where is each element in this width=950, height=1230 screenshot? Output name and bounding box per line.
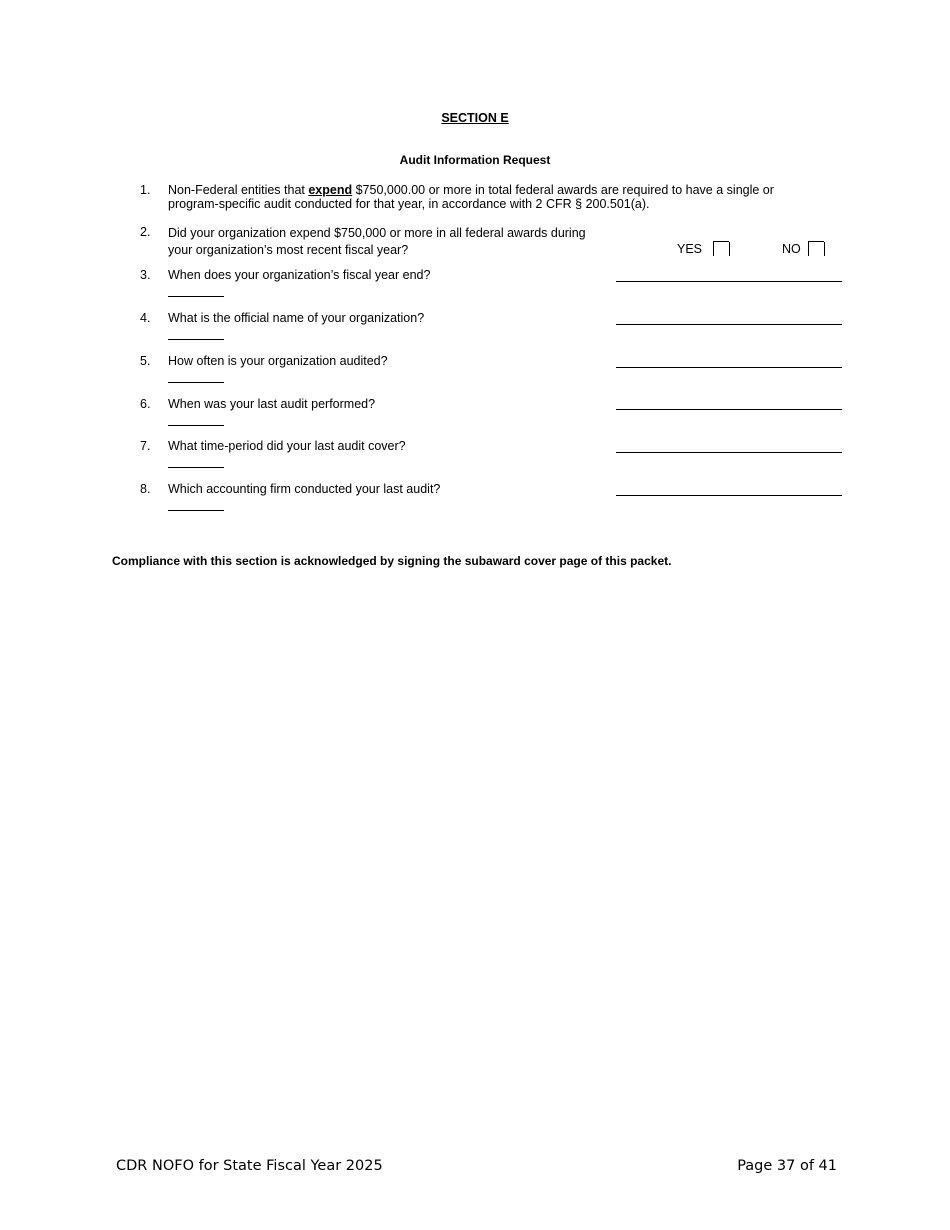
item-2-text: Did your organization expend $750,000 or more in all federal awards during your organization’s most recent fiscal year?: [168, 226, 586, 257]
item-number: 2.: [140, 225, 151, 239]
audit-frequency-field[interactable]: [616, 367, 842, 368]
item-3-text: When does your organization’s fiscal year end?: [168, 268, 431, 282]
item-4-short-line: [168, 339, 224, 340]
item-number: 1.: [140, 183, 151, 197]
item-number: 7.: [140, 439, 151, 453]
yes-checkbox[interactable]: [713, 241, 729, 256]
organization-name-field[interactable]: [616, 324, 842, 325]
footer-page-number: Page 37 of 41: [737, 1158, 837, 1174]
accounting-firm-field[interactable]: [616, 495, 842, 496]
item-1-text: Non-Federal entities that expend $750,000.00 or more in total federal awards are required to have a single or program-specific audit conducted for that year, in accordance with 2 CFR § 200.501(a).: [168, 183, 774, 211]
item-6-text: When was your last audit performed?: [168, 397, 376, 411]
section-title: SECTION E: [441, 111, 509, 125]
item-3-short-line: [168, 296, 224, 297]
item-7-short-line: [168, 467, 224, 468]
item-8-short-line: [168, 510, 224, 511]
item-number: 4.: [140, 311, 151, 325]
item-7-text: What time-period did your last audit cover?: [168, 439, 406, 453]
audit-period-field[interactable]: [616, 452, 842, 453]
footer-document-title: CDR NOFO for State Fiscal Year 2025: [116, 1158, 383, 1174]
expend-emphasis: expend: [308, 183, 353, 197]
item-number: 8.: [140, 482, 151, 496]
no-checkbox[interactable]: [808, 241, 824, 256]
fiscal-year-end-field[interactable]: [616, 281, 842, 282]
item-number: 6.: [140, 397, 151, 411]
no-label: NO: [782, 242, 801, 256]
item-8-text: Which accounting firm conducted your last audit?: [168, 482, 441, 496]
form-subtitle: Audit Information Request: [399, 153, 551, 167]
last-audit-date-field[interactable]: [616, 409, 842, 410]
item-5-text: How often is your organization audited?: [168, 354, 388, 368]
yes-label: YES: [677, 242, 703, 256]
item-5-short-line: [168, 382, 224, 383]
item-4-text: What is the official name of your organization?: [168, 311, 425, 325]
item-number: 5.: [140, 354, 151, 368]
item-6-short-line: [168, 425, 224, 426]
item-number: 3.: [140, 268, 151, 282]
compliance-note: Compliance with this section is acknowledged by signing the subaward cover page of this packet.: [112, 554, 672, 568]
